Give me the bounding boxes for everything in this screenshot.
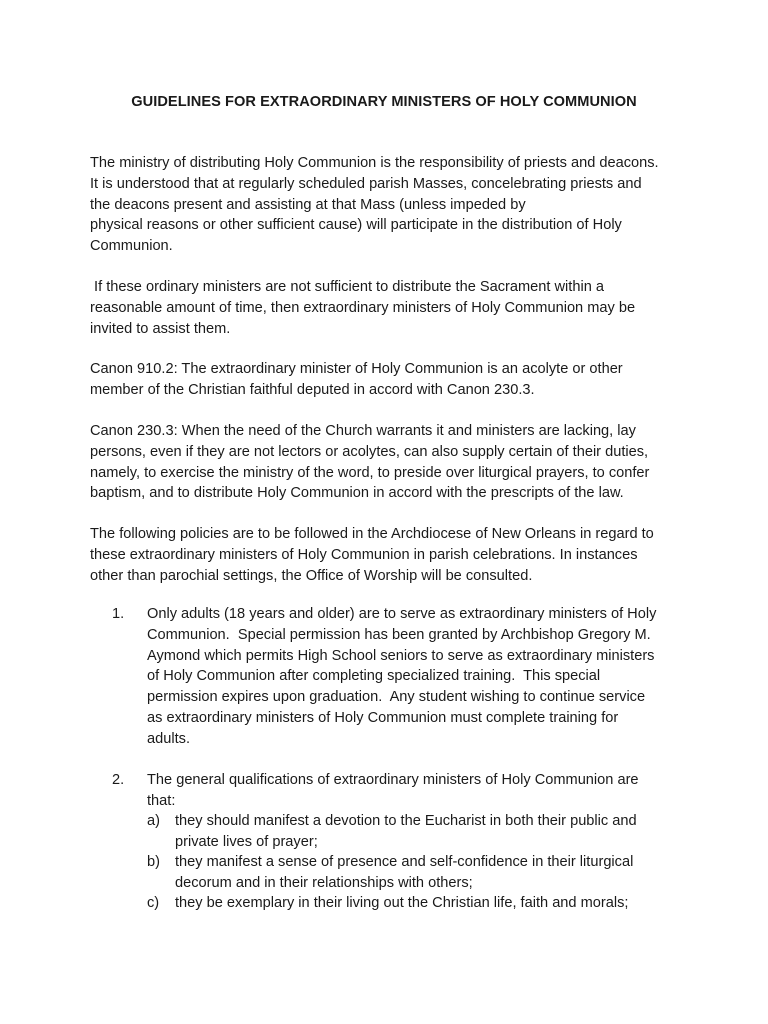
sub-item-letter: b) <box>147 854 160 870</box>
list-item-body <box>147 770 717 812</box>
paragraph-line: namely, to exercise the ministry of the word, to preside over liturgical prayers, to confer <box>90 464 650 481</box>
list-item-line: Aymond which permits High School seniors to serve as extraordinary ministers <box>147 647 655 664</box>
sub-item-line: they be exemplary in their living out the Christian life, faith and morals; <box>175 895 629 911</box>
document-title: GUIDELINES FOR EXTRAORDINARY MINISTERS OF HOLY COMMUNION <box>131 94 637 110</box>
sub-item-line: decorum and in their relationships with others; <box>175 874 473 891</box>
list-item-line: The general qualifications of extraordinary ministers of Holy Communion are <box>147 772 639 788</box>
list-item-line: that: <box>147 792 176 809</box>
sub-item-line: they manifest a sense of presence and self-confidence in their liturgical <box>175 854 634 870</box>
paragraph-ordinary-ministers <box>90 277 700 339</box>
paragraph-line: Canon 910.2: The extraordinary minister of Holy Communion is an acolyte or other <box>90 361 623 377</box>
sub-item-body <box>175 811 715 853</box>
sub-item-body <box>175 893 715 914</box>
paragraph-line: reasonable amount of time, then extraordinary ministers of Holy Communion may be <box>90 299 636 316</box>
paragraph-line: persons, even if they are not lectors or acolytes, can also supply certain of their duties, <box>90 443 649 460</box>
sub-item-letter: a) <box>147 813 160 829</box>
paragraph-line: The ministry of distributing Holy Communion is the responsibility of priests and deacons. <box>90 155 659 171</box>
list-item-number: 2. <box>112 772 125 788</box>
list-item-line: Communion. Special permission has been granted by Archbishop Gregory M. <box>147 626 651 643</box>
sub-item-line: private lives of prayer; <box>175 833 318 850</box>
paragraph-line: The following policies are to be followed in the Archdiocese of New Orleans in regard to <box>90 526 654 542</box>
list-item-line: permission expires upon graduation. Any student wishing to continue service <box>147 689 646 706</box>
list-item-line: adults. <box>147 730 190 747</box>
paragraph-line: It is understood that at regularly scheduled parish Masses, concelebrating priests and <box>90 175 642 192</box>
paragraph-canon-230 <box>90 421 700 504</box>
paragraph-line: physical reasons or other sufficient cause) will participate in the distribution of Holy <box>90 217 622 234</box>
list-item-line: as extraordinary ministers of Holy Communion must complete training for <box>147 709 619 726</box>
list-item-line: Only adults (18 years and older) are to serve as extraordinary ministers of Holy <box>147 606 657 622</box>
paragraph-line: the deacons present and assisting at that Mass (unless impeded by <box>90 196 526 213</box>
list-item-body <box>147 604 717 750</box>
paragraph-ministry <box>90 153 700 257</box>
paragraph-policies <box>90 524 700 586</box>
list-item-line: of Holy Communion after completing specialized training. This special <box>147 668 601 685</box>
sub-item-letter: c) <box>147 895 160 911</box>
paragraph-line: these extraordinary ministers of Holy Communion in parish celebrations. In instances <box>90 546 638 563</box>
list-item-number: 1. <box>112 606 125 622</box>
paragraph-line: member of the Christian faithful deputed in accord with Canon 230.3. <box>90 381 535 398</box>
paragraph-line: invited to assist them. <box>90 320 231 337</box>
paragraph-line: Communion. <box>90 238 173 255</box>
sub-item-line: they should manifest a devotion to the Eucharist in both their public and <box>175 813 637 829</box>
paragraph-line: other than parochial settings, the Office of Worship will be consulted. <box>90 567 533 584</box>
paragraph-canon-910 <box>90 359 700 401</box>
paragraph-line: Canon 230.3: When the need of the Church warrants it and ministers are lacking, lay <box>90 423 636 439</box>
paragraph-line: If these ordinary ministers are not sufficient to distribute the Sacrament within a <box>90 279 605 295</box>
paragraph-line: baptism, and to distribute Holy Communion in accord with the prescripts of the law. <box>90 485 624 502</box>
sub-item-body <box>175 852 715 894</box>
